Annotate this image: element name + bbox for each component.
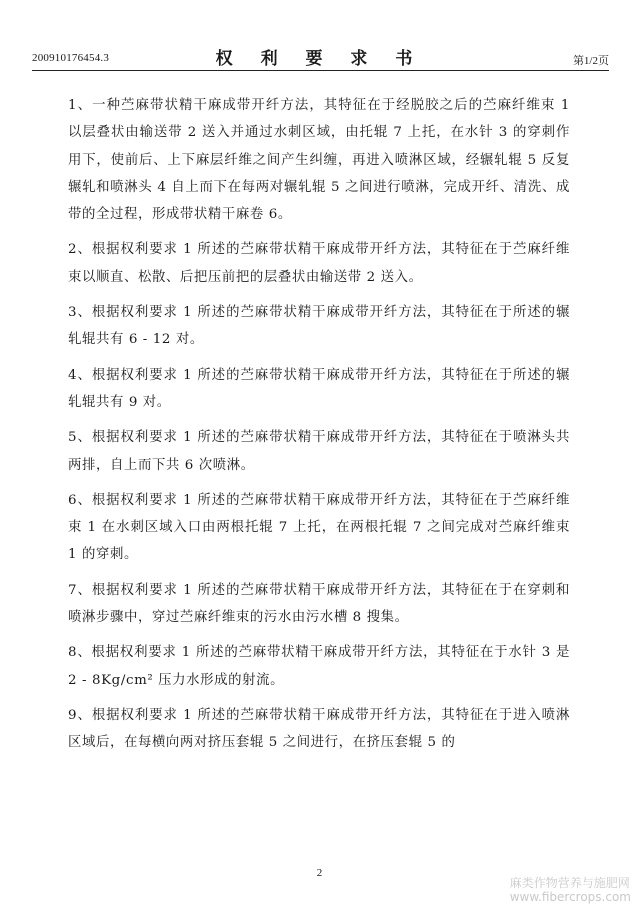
claim-text: 根据权利要求 1 所述的苎麻带状精干麻成带开纤方法，其特征在于苎麻纤维束以顺直、松散、后把压前把的层叠状由输送带 2 送入。 [68, 242, 570, 285]
page-indicator: 第1/2页 [572, 55, 609, 67]
claim-9 [68, 702, 570, 765]
claim-3 [68, 299, 570, 362]
claim-text: 根据权利要求 1 所述的苎麻带状精干麻成带开纤方法，其特征在于水针 3 是 2 - 8Kg/cm² 压力水形成的射流。 [68, 645, 570, 688]
claim-number: 9、 [68, 707, 92, 723]
claim-text: 根据权利要求 1 所述的苎麻带状精干麻成带开纤方法，其特征在于所述的辗轧辊共有 6 - 12 对。 [68, 305, 570, 348]
claim-number: 2、 [68, 242, 92, 258]
claim-1 [68, 92, 570, 236]
claim-text: 根据权利要求 1 所述的苎麻带状精干麻成带开纤方法，其特征在于进入喷淋区域后，在每横向两对挤压套辊 5 之间进行，在挤压套辊 5 的 [68, 707, 570, 751]
claim-text: 根据权利要求 1 所述的苎麻带状精干麻成带开纤方法，其特征在于在穿刺和喷淋步骤中，穿过苎麻纤维束的污水由污水槽 8 搜集。 [68, 582, 570, 626]
claim-number: 5、 [68, 430, 92, 446]
claim-text: 根据权利要求 1 所述的苎麻带状精干麻成带开纤方法，其特征在于喷淋头共两排，自上而下共 6 次喷淋。 [68, 430, 570, 473]
claim-number: 7、 [68, 582, 92, 598]
site-watermark [510, 876, 631, 904]
claim-6 [68, 487, 570, 577]
watermark-url: www.fibercrops.com [509, 890, 631, 904]
claim-text: 根据权利要求 1 所述的苎麻带状精干麻成带开纤方法，其特征在于苎麻纤维束 1 在水刺区域入口由两根托辊 7 上托，在两根托辊 7 之间完成对苎麻纤维束 1 的穿刺。 [68, 492, 570, 563]
claim-number: 1、 [68, 98, 93, 113]
claim-number: 8、 [68, 645, 92, 661]
claim-text: 根据权利要求 1 所述的苎麻带状精干麻成带开纤方法，其特征在于所述的辗轧辊共有 9 对。 [68, 367, 570, 410]
header-divider [32, 70, 609, 71]
claims-list [68, 92, 570, 765]
claim-number: 6、 [68, 492, 92, 508]
page-number: 2 [316, 867, 323, 879]
application-number: 200910176454.3 [32, 52, 110, 64]
document-header [0, 0, 639, 69]
watermark-site-name: 麻类作物营养与施肥网 [509, 876, 630, 890]
claim-text: 一种苎麻带状精干麻成带开纤方法，其特征在于经脱胶之后的苎麻纤维束 1 以层叠状由输送带 2 送入并通过水刺区域，由托辊 7 上托，在水针 3 的穿刺作用下，使前后、上下麻层纤维之间产生纠缠，再进入喷淋区域，经辗轧辊 5 反复辗轧和喷淋头 4 自上而下在每两对辗轧辊 5 之间进行喷淋，完成开纤、清洗、成带的全过程，形成带状精干麻卷 6。 [68, 98, 570, 223]
claim-7 [68, 577, 570, 640]
claim-2 [68, 236, 570, 299]
claim-5 [68, 424, 570, 487]
claim-8 [68, 639, 570, 702]
claim-4 [68, 362, 570, 425]
claim-number: 3、 [68, 305, 92, 321]
claim-number: 4、 [68, 367, 92, 383]
document-title: 权 利 要 求 书 [215, 49, 424, 69]
